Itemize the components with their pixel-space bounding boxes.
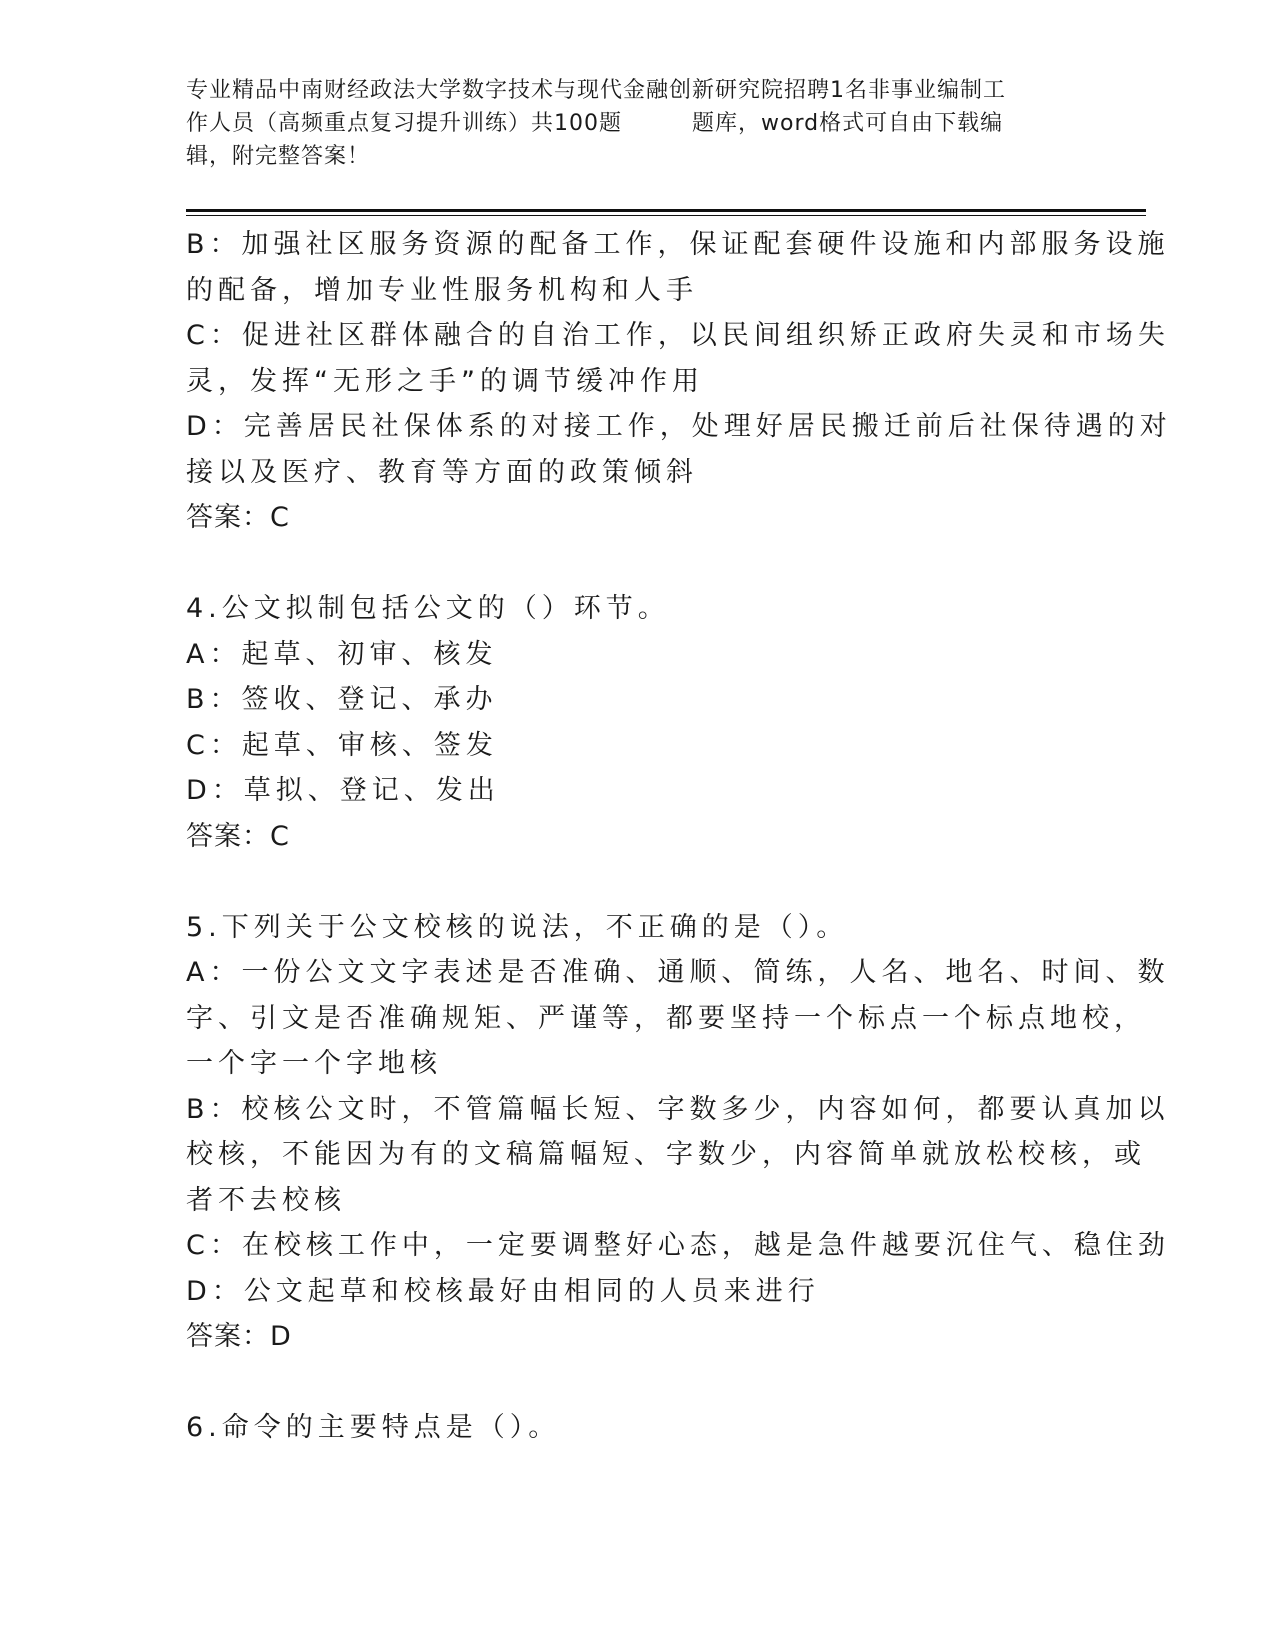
q5-option-a-line1: A：一份公文文字表述是否准确、通顺、简练，人名、地名、时间、数 bbox=[186, 957, 1170, 988]
q3-option-d-line2: 接以及医疗、教育等方面的政策倾斜 bbox=[186, 456, 698, 488]
q5-question: 5.下列关于公文校核的说法，不正确的是（）。 bbox=[186, 911, 849, 943]
q3-answer: 答案：C bbox=[186, 502, 290, 533]
q5-option-b-line3: 者不去校核 bbox=[186, 1184, 346, 1216]
q4-answer: 答案：C bbox=[186, 820, 290, 852]
q4-question: 4.公文拟制包括公文的（）环节。 bbox=[186, 593, 670, 624]
header-line-2b: 题库，word格式可自由下载编 bbox=[692, 111, 1004, 136]
q5-option-a-line2: 字、引文是否准确规矩、严谨等，都要坚持一个标点一个标点地校， bbox=[186, 1002, 1146, 1034]
q3-option-b-line1: B：加强社区服务资源的配备工作，保证配套硬件设施和内部服务设施 bbox=[186, 229, 1170, 260]
q3-option-c-line1: C：促进社区群体融合的自治工作，以民间组织矫正政府失灵和市场失 bbox=[186, 320, 1170, 351]
header-divider-thick bbox=[186, 209, 1146, 212]
header-line-2 bbox=[186, 107, 1086, 140]
header-divider-thin bbox=[186, 215, 1146, 216]
q5-answer: 答案：D bbox=[186, 1321, 292, 1352]
document-header bbox=[186, 74, 1086, 173]
q3-option-d-line1: D：完善居民社保体系的对接工作，处理好居民搬迁前后社保待遇的对 bbox=[186, 411, 1172, 442]
q5-option-b-line2: 校核，不能因为有的文稿篇幅短、字数少，内容简单就放松校核，或 bbox=[186, 1139, 1146, 1170]
q3-option-c-line2: 灵，发挥“无形之手”的调节缓冲作用 bbox=[186, 365, 704, 397]
q4-option-a: A：起草、初审、核发 bbox=[186, 638, 498, 670]
q5-option-d: D：公文起草和校核最好由相同的人员来进行 bbox=[186, 1275, 820, 1307]
document-body bbox=[186, 222, 1172, 1451]
q6-question: 6.命令的主要特点是（）。 bbox=[186, 1412, 561, 1443]
q4-option-c: C：起草、审核、签发 bbox=[186, 729, 498, 761]
q5-option-a-line3: 一个字一个字地核 bbox=[186, 1048, 442, 1079]
header-line-2a: 作人员（高频重点复习提升训练）共100题 bbox=[186, 111, 622, 136]
header-line-1: 专业精品中南财经政法大学数字技术与现代金融创新研究院招聘1名非事业编制工 bbox=[186, 78, 1006, 103]
q5-option-c: C：在校核工作中，一定要调整好心态，越是急件越要沉住气、稳住劲 bbox=[186, 1230, 1170, 1261]
q3-option-b-line2: 的配备，增加专业性服务机构和人手 bbox=[186, 274, 698, 306]
header-line-3: 辑，附完整答案！ bbox=[186, 144, 371, 169]
q4-option-b: B：签收、登记、承办 bbox=[186, 684, 498, 715]
q4-option-d: D：草拟、登记、发出 bbox=[186, 775, 500, 806]
q5-option-b-line1: B：校核公文时，不管篇幅长短、字数多少，内容如何，都要认真加以 bbox=[186, 1093, 1170, 1125]
